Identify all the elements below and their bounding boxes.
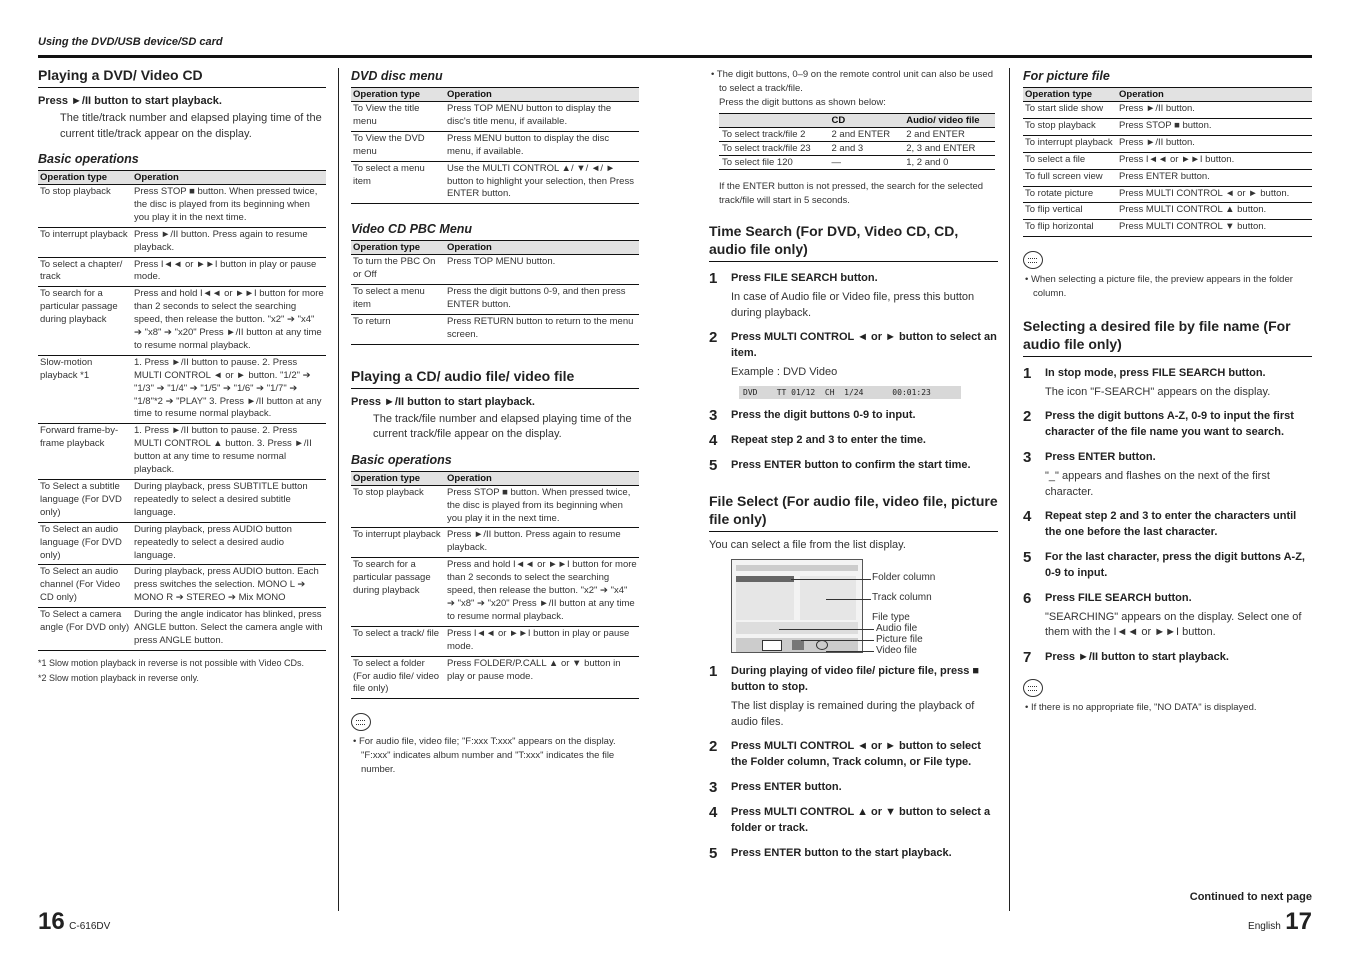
table-row (38, 608, 326, 651)
step-text: Repeat step 2 and 3 to enter the characters until the one before the last character. (1045, 510, 1297, 539)
table-row (719, 156, 995, 170)
list-screen (731, 559, 863, 653)
step-detail: The icon "F-SEARCH" appears on the display. (1045, 386, 1271, 399)
col-header: Operation type (351, 241, 445, 255)
table-row (351, 161, 639, 204)
operation-cell: Press I◄◄ or ►►I button in play or pause mode. (445, 626, 639, 656)
operation-cell: During the angle indicator has blinked, press ANGLE button. Select the camera angle with press ANGLE button. (132, 608, 326, 651)
column-4 (1023, 66, 1312, 715)
operation-type-cell: To full screen view (1023, 169, 1117, 186)
operation-type-cell: To Select an audio channel (For Video CD only) (38, 565, 132, 608)
operation-cell: 1. Press ►/II button to pause. 2. Press MULTI CONTROL ▲ button. 3. Press ►/II button at any time to resume normal playback. (132, 424, 326, 480)
operation-type-cell: To interrupt playback (1023, 135, 1117, 152)
section-title: Time Search (For DVD, Video CD, CD, audio file only) (709, 222, 998, 262)
step-text: In stop mode, press FILE SEARCH button. (1045, 367, 1266, 380)
pbc-menu-table (351, 240, 639, 344)
operation-cell: Press MULTI CONTROL ▼ button. (1117, 220, 1312, 237)
step-detail: Example : DVD Video (731, 365, 838, 378)
col-header: Operation (445, 471, 639, 485)
table-row (351, 255, 639, 285)
step-detail: "SEARCHING" appears on the display. Select one of them with the I◄◄ or ►►I button. (1045, 610, 1302, 639)
operation-cell: Press STOP ■ button. (1117, 118, 1312, 135)
col-header: Operation type (351, 471, 445, 485)
digit-cell: To select file 120 (719, 156, 829, 170)
operation-type-cell: To View the title menu (351, 102, 445, 132)
operation-cell: Press ►/II button. (1117, 102, 1312, 119)
steps-list (709, 664, 998, 861)
col-header: Operation (132, 170, 326, 184)
digit-cell: 2, 3 and ENTER (903, 142, 995, 156)
operation-cell: Use the MULTI CONTROL ▲/ ▼/ ◄/ ► button to highlight your selection, then Press ENTER button. (445, 161, 639, 204)
operation-type-cell: To Select an audio language (For DVD only) (38, 522, 132, 565)
lead-text: Press ►/II button to start playback. (351, 395, 535, 408)
operation-cell: Press STOP ■ button. When pressed twice, the disc is played from its beginning when you play it in the next time. (132, 184, 326, 227)
lead-text: Press ►/II button to start playback. (38, 95, 222, 108)
operations-table (38, 170, 326, 651)
step-text: Press ENTER button. (1045, 451, 1156, 464)
table-row (38, 257, 326, 287)
table-row (351, 558, 639, 627)
step-text: Press FILE SEARCH button. (731, 272, 878, 285)
table-row (351, 131, 639, 161)
operation-type-cell: To flip vertical (1023, 203, 1117, 220)
figure-label: Audio file (876, 623, 918, 635)
operation-type-cell: To search for a particular passage during playback (38, 287, 132, 356)
table-row (38, 287, 326, 356)
operation-type-cell: To select a folder (For audio file/ video file only) (351, 656, 445, 699)
step (709, 271, 998, 287)
column-2 (351, 66, 639, 777)
digit-cell: 1, 2 and 0 (903, 156, 995, 170)
col-header: Audio/ video file (903, 114, 995, 128)
operation-type-cell: To interrupt playback (38, 227, 132, 257)
note-text: • When selecting a picture file, the preview appears in the folder column. (1025, 274, 1293, 300)
operation-type-cell: To select a menu item (351, 285, 445, 315)
operation-cell: Press FOLDER/P.CALL ▲ or ▼ button in play or pause mode. (445, 656, 639, 699)
operations-table (351, 471, 639, 700)
step (1023, 409, 1312, 441)
step (709, 846, 998, 862)
step-number: 5 (709, 457, 718, 475)
operation-cell: Press I◄◄ or ►►I button. (1117, 152, 1312, 169)
operation-type-cell: To select a track/ file (351, 626, 445, 656)
step (709, 408, 998, 424)
table-row (351, 314, 639, 344)
header-rule (38, 55, 1312, 58)
operation-cell: Press ►/II button. Press again to resume playback. (445, 528, 639, 558)
step (709, 780, 998, 796)
step-text: Press ENTER button to confirm the start time. (731, 459, 971, 472)
operation-type-cell: To stop playback (38, 184, 132, 227)
step (1023, 366, 1312, 382)
note-icon (1023, 251, 1043, 269)
step-number: 6 (1023, 589, 1032, 607)
note-text: • The digit buttons, 0–9 on the remote control unit can also be used to select a track/file. (711, 69, 994, 94)
section-title: Playing a CD/ audio file/ video file (351, 367, 639, 389)
step-number: 1 (709, 270, 718, 288)
step-text: Press MULTI CONTROL ◄ or ► button to select an item. (731, 330, 997, 359)
digit-cell: 2 and 3 (829, 142, 904, 156)
col-header: Operation (445, 241, 639, 255)
operation-cell: Press STOP ■ button. When pressed twice, the disc is played from its beginning when you play it in the next time. (445, 485, 639, 528)
digit-cell: — (829, 156, 904, 170)
step-text: During playing of video file/ picture file, press ■ button to stop. (731, 665, 980, 694)
subsection-title: DVD disc menu (351, 69, 443, 83)
table-row (38, 522, 326, 565)
operation-type-cell: To rotate picture (1023, 186, 1117, 203)
step-text: Press the digit buttons A-Z, 0-9 to input the first character of the file name you want to search. (1045, 410, 1294, 439)
operation-cell: Press ►/II button. Press again to resume playback. (132, 227, 326, 257)
table-row (38, 480, 326, 523)
step (1023, 509, 1312, 541)
step-number: 2 (1023, 408, 1032, 426)
audio-file-icon (762, 640, 782, 651)
description: You can select a file from the list display. (709, 539, 906, 552)
operation-cell: 1. Press ►/II button to pause. 2. Press MULTI CONTROL ◄ or ► button. "1/2" ➔ "1/3" ➔ "1/4" ➔ "1/5" ➔ "1/6" ➔ "1/7" ➔ "1/8"*2 ➔ "PLAY" 3. Press ►/II button at any time to resume normal playback. (132, 355, 326, 424)
subsection-title: Basic operations (351, 452, 452, 467)
note-icon (1023, 679, 1043, 697)
page-header: Using the DVD/USB device/SD card (38, 36, 223, 48)
col-header: Operation type (1023, 88, 1117, 102)
step-number: 4 (1023, 508, 1032, 526)
operation-type-cell: To start slide show (1023, 102, 1117, 119)
step-number: 1 (709, 663, 718, 681)
step (709, 330, 998, 362)
table-row (351, 285, 639, 315)
footer-right (1248, 908, 1312, 936)
step-text: Press ENTER button. (731, 780, 842, 793)
table-row (719, 128, 995, 142)
description: The title/track number and elapsed playing time of the current title/track appear on the display. (60, 112, 322, 140)
note-text: If the ENTER button is not pressed, the search for the selected track/file will start in 5 seconds. (719, 181, 984, 207)
step (709, 739, 998, 771)
operation-cell: Press the digit buttons 0-9, and then press ENTER button. (445, 285, 639, 315)
step-detail: The list display is remained during the playback of audio files. (731, 700, 975, 728)
operation-cell: Press TOP MENU button to display the disc's title menu, if available. (445, 102, 639, 132)
step (709, 433, 998, 449)
step (1023, 550, 1312, 582)
subsection-title: Basic operations (38, 151, 139, 166)
table-row (38, 184, 326, 227)
step-text: Press the digit buttons 0-9 to input. (731, 409, 916, 422)
col-header: Operation type (38, 170, 132, 184)
operation-cell: Press and hold I◄◄ or ►►I button for more than 2 seconds to select the searching speed, then release the button. "x2" ➔ "x4" ➔ "x8" ➔ "x20" Press ►/II button at any time to resume normal playback. (445, 558, 639, 627)
step-number: 4 (709, 432, 718, 450)
table-row (351, 102, 639, 132)
table-row (1023, 102, 1312, 119)
operation-cell: Press I◄◄ or ►►I button in play or pause mode. (132, 257, 326, 287)
step (1023, 450, 1312, 466)
table-row (38, 565, 326, 608)
section-title: Playing a DVD/ Video CD (38, 66, 326, 88)
footnote: *1 Slow motion playback in reverse is not possible with Video CDs. (38, 657, 304, 668)
step-text: Press MULTI CONTROL ◄ or ► button to select the Folder column, Track column, or File type. (731, 740, 981, 768)
digit-cell: 2 and ENTER (829, 128, 904, 142)
operation-type-cell: To stop playback (1023, 118, 1117, 135)
operation-cell: During playback, press AUDIO button repeatedly to select a desired audio language. (132, 522, 326, 565)
digit-cell: To select track/file 23 (719, 142, 829, 156)
figure-label: Track column (872, 592, 932, 604)
model-number: C-616DV (69, 921, 111, 932)
col-header: CD (829, 114, 904, 128)
operation-type-cell: To Select a camera angle (For DVD only) (38, 608, 132, 651)
step-text: Press ENTER button to the start playback. (731, 846, 952, 859)
note-text: Press the digit buttons as shown below: (719, 96, 886, 108)
step-number: 3 (709, 778, 718, 796)
operation-cell: During playback, press SUBTITLE button repeatedly to select a desired subtitle language. (132, 480, 326, 523)
note-body: If there is no appropriate file, "NO DATA" is displayed. (1030, 702, 1257, 714)
step (1023, 650, 1312, 666)
continued-label: Continued to next page (1189, 891, 1312, 903)
dvd-menu-table (351, 87, 639, 204)
table-row (1023, 220, 1312, 237)
figure-label: Video file (876, 645, 917, 657)
description: The track/file number and elapsed playing time of the current track/file appear on the display. (373, 412, 632, 441)
step-number: 5 (709, 844, 718, 862)
operation-cell: Press RETURN button to return to the menu screen. (445, 314, 639, 344)
list-display-figure (731, 559, 991, 655)
step-text: Press FILE SEARCH button. (1045, 591, 1192, 604)
digit-cell: To select track/file 2 (719, 128, 829, 142)
operation-type-cell: Forward frame-by-frame playback (38, 424, 132, 480)
operation-type-cell: To turn the PBC On or Off (351, 255, 445, 285)
col-header (719, 114, 829, 128)
step-number: 2 (709, 328, 718, 346)
steps-list (709, 271, 998, 474)
table-row (1023, 118, 1312, 135)
note-body: When selecting a picture file, the preview appears in the folder column. (1030, 274, 1293, 300)
note-body: The digit buttons, 0–9 on the remote control unit can also be used to select a track/file. (716, 69, 994, 94)
section-title: File Select (For audio file, video file, picture file only) (709, 492, 998, 532)
col-header: Operation type (351, 88, 445, 102)
operation-type-cell: To select a menu item (351, 161, 445, 204)
page-number: 17 (1285, 908, 1312, 935)
operation-cell: Press ENTER button. (1117, 169, 1312, 186)
step (709, 664, 998, 696)
operation-cell: Press ►/II button. (1117, 135, 1312, 152)
table-row (38, 424, 326, 480)
figure-label: File type (872, 612, 910, 624)
operation-type-cell: To return (351, 314, 445, 344)
step-detail: In case of Audio file or Video file, press this button during playback. (731, 291, 975, 319)
operation-type-cell: To stop playback (351, 485, 445, 528)
operation-type-cell: To interrupt playback (351, 528, 445, 558)
steps-list (1023, 366, 1312, 665)
step (709, 458, 998, 474)
table-row (351, 485, 639, 528)
table-row (1023, 203, 1312, 220)
col-header: Operation (1117, 88, 1312, 102)
note-body: For audio file, video file; "F:xxx T:xxx" appears on the display. "F:xxx" indicates album number and "T:xxx" indicates the file number. (358, 736, 616, 775)
step-number: 4 (709, 803, 718, 821)
note-icon (351, 713, 371, 731)
note-text: • If there is no appropriate file, "NO DATA" is displayed. (1025, 702, 1257, 714)
table-row (1023, 135, 1312, 152)
figure-label: Folder column (872, 572, 936, 584)
step (1023, 591, 1312, 607)
column-3 (709, 66, 998, 862)
operation-type-cell: To search for a particular passage during playback (351, 558, 445, 627)
digit-cell: 2 and ENTER (903, 128, 995, 142)
picture-ops-table (1023, 87, 1312, 237)
note-text: • For audio file, video file; "F:xxx T:xxx" appears on the display. "F:xxx" indicates album number and "T:xxx" indicates the file number. (353, 736, 616, 775)
subsection-title: Video CD PBC Menu (351, 222, 473, 237)
subsection-title: For picture file (1023, 69, 1110, 83)
operation-type-cell: To select a chapter/ track (38, 257, 132, 287)
operation-cell: Press MULTI CONTROL ◄ or ► button. (1117, 186, 1312, 203)
step-number: 1 (1023, 365, 1032, 383)
section-title: Selecting a desired file by file name (For audio file only) (1023, 317, 1312, 357)
step-text: Press MULTI CONTROL ▲ or ▼ button to select a folder or track. (731, 805, 991, 834)
step-number: 3 (709, 407, 718, 425)
figure-label: Picture file (876, 634, 923, 646)
operation-type-cell: To select a file (1023, 152, 1117, 169)
picture-file-icon (792, 640, 804, 650)
footnote: *2 Slow motion playback in reverse only. (38, 672, 199, 683)
table-row (38, 355, 326, 424)
operation-cell: Press TOP MENU button. (445, 255, 639, 285)
operation-cell: Press MENU button to display the disc menu, if available. (445, 131, 639, 161)
table-row (1023, 186, 1312, 203)
operation-type-cell: Slow-motion playback *1 (38, 355, 132, 424)
language-label: English (1248, 921, 1281, 932)
operation-cell: Press MULTI CONTROL ▲ button. (1117, 203, 1312, 220)
operation-type-cell: To View the DVD menu (351, 131, 445, 161)
footer-left (38, 908, 110, 936)
step-number: 7 (1023, 648, 1032, 666)
step-number: 2 (709, 738, 718, 756)
table-row (351, 528, 639, 558)
table-row (1023, 152, 1312, 169)
col-header: Operation (445, 88, 639, 102)
step-detail: "_" appears and flashes on the next of the first character. (1045, 470, 1270, 498)
step-text: Repeat step 2 and 3 to enter the time. (731, 434, 926, 447)
column-1 (38, 66, 326, 685)
step-text: Press ►/II button to start playback. (1045, 650, 1229, 663)
digit-table (719, 113, 995, 170)
step-number: 5 (1023, 548, 1032, 566)
operation-type-cell: To Select a subtitle language (For DVD only) (38, 480, 132, 523)
operation-type-cell: To flip horizontal (1023, 220, 1117, 237)
step (709, 805, 998, 837)
page-number: 16 (38, 908, 65, 935)
step-number: 3 (1023, 449, 1032, 467)
operation-cell: During playback, press AUDIO button. Each press switches the selection. MONO L ➔ MONO R ➔ STEREO ➔ Mix MONO (132, 565, 326, 608)
table-row (38, 227, 326, 257)
column-divider (338, 68, 339, 911)
display-readout: DVD TT 01/12 CH 1/24 00:01:23 (739, 386, 961, 399)
table-row (719, 142, 995, 156)
operation-cell: Press and hold I◄◄ or ►►I button for more than 2 seconds to select the searching speed, then release the button. "x2" ➔ "x4" ➔ "x8" ➔ "x20" Press ►/II button at any time to resume normal playback. (132, 287, 326, 356)
column-divider (1009, 68, 1010, 911)
step-text: For the last character, press the digit buttons A-Z, 0-9 to input. (1045, 550, 1305, 579)
table-row (351, 656, 639, 699)
table-row (1023, 169, 1312, 186)
table-row (351, 626, 639, 656)
